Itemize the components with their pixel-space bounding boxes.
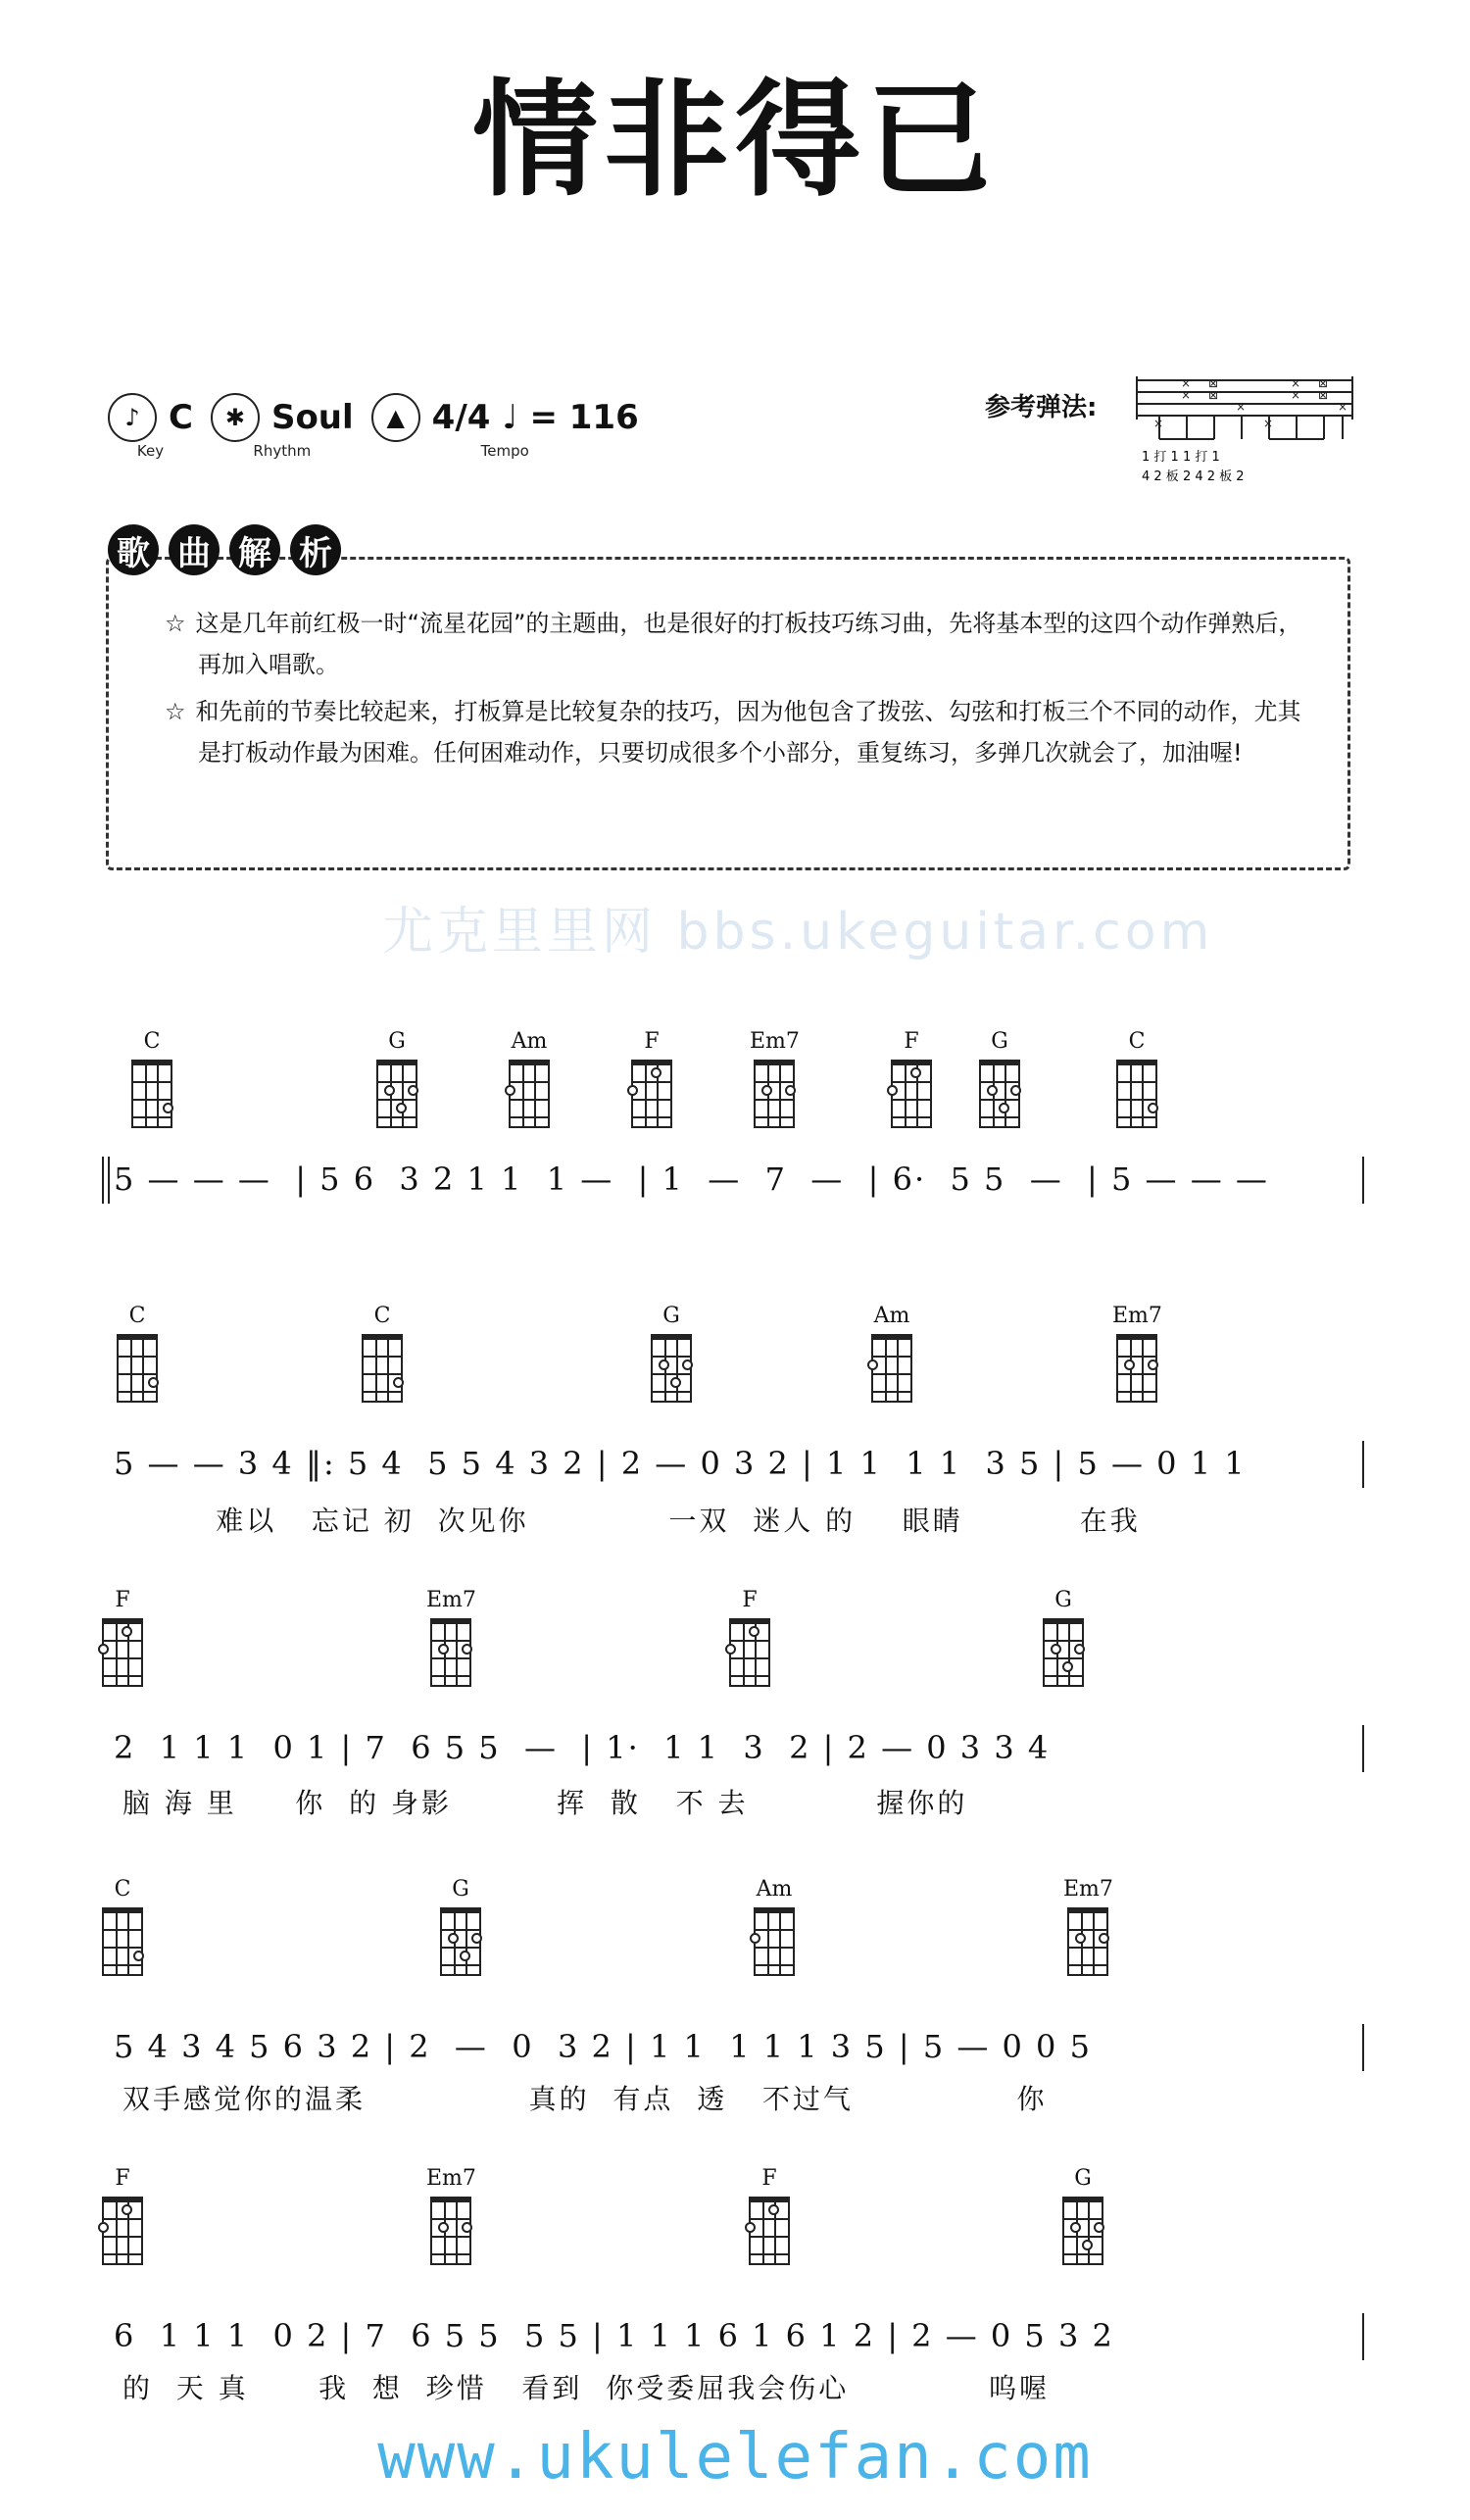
numbered-notes: 2 1 1 1 0 1 | 7 6 5 5 — | 1· 1 1 3 2 | 2 — 0 3 3 4: [114, 1729, 1051, 1766]
chord-diagram: [1112, 1304, 1161, 1403]
lyrics-line: 难以 忘记 初 次见你 一双 迷人 的 眼睛 在我: [122, 1505, 1141, 1537]
svg-text:×: ×: [1181, 376, 1192, 390]
chord-name: Em7: [426, 1588, 476, 1612]
chord-name: C: [143, 1029, 161, 1054]
score-system: [98, 1588, 1372, 1823]
chord-name: G: [388, 1029, 406, 1054]
analysis-paragraph: [165, 691, 1311, 773]
chord-diagram: [975, 1029, 1024, 1128]
chord-name: G: [1054, 1588, 1072, 1612]
chord-name: C: [1128, 1029, 1146, 1054]
heading-char: 歌: [108, 524, 159, 575]
chord-diagram: [647, 1304, 696, 1403]
chord-name: Am: [756, 1877, 793, 1902]
metronome-icon: ▲: [371, 393, 420, 442]
chord-name: Em7: [1063, 1877, 1113, 1902]
rhythm-label: Rhythm: [253, 442, 312, 460]
song-meta: [108, 387, 639, 466]
numbered-notes: 5 — — — | 5 6 3 2 1 1 1 — | 1 — 7 — | 6· 5 5 — | 5 — — —: [114, 1161, 1269, 1198]
key-group: [108, 393, 193, 460]
chord-name: Am: [873, 1304, 910, 1328]
chord-diagram: [1058, 2166, 1107, 2265]
chord-diagram: [113, 1304, 162, 1403]
chord-diagram: [505, 1029, 554, 1128]
chord-name: F: [115, 1588, 130, 1612]
analysis-text: 这是几年前红极一时“流星花园”的主题曲，也是很好的打板技巧练习曲，先将基本型的这四个动作弹熟后，再加入唱歌。: [195, 610, 1302, 678]
chord-diagram: [725, 1588, 774, 1687]
chord-diagram: [745, 2166, 794, 2265]
chord-name: F: [115, 2166, 130, 2191]
rhythm-group: [211, 393, 354, 460]
chord-name: F: [644, 1029, 660, 1054]
svg-text:×: ×: [1181, 388, 1192, 402]
svg-text:×: ×: [1291, 376, 1301, 390]
notation-line: [98, 1725, 1372, 1784]
rhythm-value: Soul: [270, 398, 354, 437]
analysis-paragraph: [165, 603, 1311, 685]
notation-line: [98, 1441, 1372, 1500]
chord-diagram: [867, 1304, 916, 1403]
numbered-notes: 6 1 1 1 0 2 | 7 6 5 5 5 5 | 1 1 1 6 1 6 1 2 | 2 — 0 5 3 2: [114, 2317, 1114, 2354]
chord-diagram: [436, 1877, 485, 1976]
chord-diagram: [426, 1588, 475, 1687]
chord-name: G: [991, 1029, 1008, 1054]
chord-name: Am: [511, 1029, 548, 1054]
score-system: [98, 1304, 1372, 1539]
numbered-notes: 5 — — 3 4 ‖: 5 4 5 5 4 3 2 | 2 — 0 3 2 | 1 1 1 1 3 5 | 5 — 0 1 1: [114, 1445, 1247, 1482]
chord-name: Em7: [750, 1029, 800, 1054]
chord-name: F: [742, 1588, 758, 1612]
analysis-heading: [108, 515, 372, 585]
heading-char: 解: [229, 524, 280, 575]
notation-line: [98, 1157, 1372, 1215]
tempo-value: 4/4: [431, 398, 491, 437]
score-system: [98, 1029, 1372, 1225]
quarter-note-icon: ♩: [502, 398, 518, 437]
key-label: Key: [136, 442, 165, 460]
chord-diagram: [887, 1029, 936, 1128]
lyrics-line: 脑 海 里 你 的 身影 挥 散 不 去 握你的: [122, 1787, 968, 1819]
ukulele-icon: ♪: [108, 393, 157, 442]
footer-url: www.ukulelefan.com: [377, 2421, 1093, 2494]
score-system: [98, 1877, 1372, 2115]
svg-text:×: ×: [1291, 388, 1301, 402]
chord-name: Em7: [426, 2166, 476, 2191]
chord-diagram: [1039, 1588, 1088, 1687]
svg-text:⊠: ⊠: [1208, 376, 1219, 390]
chord-name: Em7: [1112, 1304, 1162, 1328]
chord-diagram: [98, 1588, 147, 1687]
notation-line: [98, 2024, 1372, 2083]
chord-name: C: [114, 1877, 131, 1902]
star-icon: ☆: [165, 610, 186, 637]
chord-diagram: [750, 1029, 799, 1128]
strum-label: 参考弹法:: [985, 393, 1098, 422]
strum-fingers-row2: 4 2 板 2 4 2 板 2: [1142, 469, 1245, 484]
strum-fingers-row1: 1 打 1 1 打 1: [1142, 450, 1220, 465]
chord-name: G: [452, 1877, 469, 1902]
svg-text:×: ×: [1338, 400, 1348, 414]
chord-diagram: [1063, 1877, 1112, 1976]
chord-diagram: [1112, 1029, 1161, 1128]
svg-text:⊠: ⊠: [1318, 388, 1329, 402]
chord-name: G: [662, 1304, 680, 1328]
lyrics-line: 双手感觉你的温柔 真的 有点 透 不过气 你: [122, 2083, 1048, 2115]
chord-name: F: [761, 2166, 777, 2191]
song-title: 情非得已: [471, 68, 998, 214]
chord-diagram: [627, 1029, 676, 1128]
maracas-icon: ✱: [211, 393, 260, 442]
chord-diagram: [98, 2166, 147, 2265]
chord-name: F: [904, 1029, 919, 1054]
notation-line: [98, 2313, 1372, 2372]
svg-text:×: ×: [1263, 417, 1274, 430]
heading-char: 曲: [169, 524, 220, 575]
svg-text:⊠: ⊠: [1318, 376, 1329, 390]
svg-text:⊠: ⊠: [1208, 388, 1219, 402]
strum-pattern-diagram: [1132, 371, 1357, 488]
chord-diagram: [750, 1877, 799, 1976]
analysis-notes: [165, 603, 1311, 779]
tempo-group: [371, 393, 639, 460]
watermark: 尤克里里网 bbs.ukeguitar.com: [382, 903, 1214, 962]
key-value: C: [169, 398, 193, 437]
chord-diagram: [426, 2166, 475, 2265]
chord-diagram: [358, 1304, 407, 1403]
svg-text:×: ×: [1236, 400, 1247, 414]
chord-name: C: [373, 1304, 391, 1328]
chord-name: C: [128, 1304, 146, 1328]
chord-name: G: [1074, 2166, 1092, 2191]
chord-diagram: [372, 1029, 421, 1128]
svg-text:×: ×: [1153, 417, 1164, 430]
score-system: [98, 2166, 1372, 2411]
chord-diagram: [98, 1877, 147, 1976]
analysis-text: 和先前的节奏比较起来，打板算是比较复杂的技巧，因为他包含了拨弦、勾弦和打板三个不同的动作，尤其是打板动作最为困难。任何困难动作，只要切成很多个小部分，重复练习，多弹几次就会了，加油喔!: [195, 698, 1301, 766]
lyrics-line: 的 天 真 我 想 珍惜 看到 你受委屈我会伤心 呜喔: [122, 2372, 1051, 2404]
chord-diagram: [127, 1029, 176, 1128]
numbered-notes: 5 4 3 4 5 6 3 2 | 2 — 0 3 2 | 1 1 1 1 1 3 5 | 5 — 0 0 5: [114, 2028, 1092, 2065]
tempo-label: Tempo: [480, 442, 529, 460]
bpm-value: = 116: [529, 398, 639, 437]
star-icon: ☆: [165, 698, 186, 725]
heading-char: 析: [290, 524, 341, 575]
